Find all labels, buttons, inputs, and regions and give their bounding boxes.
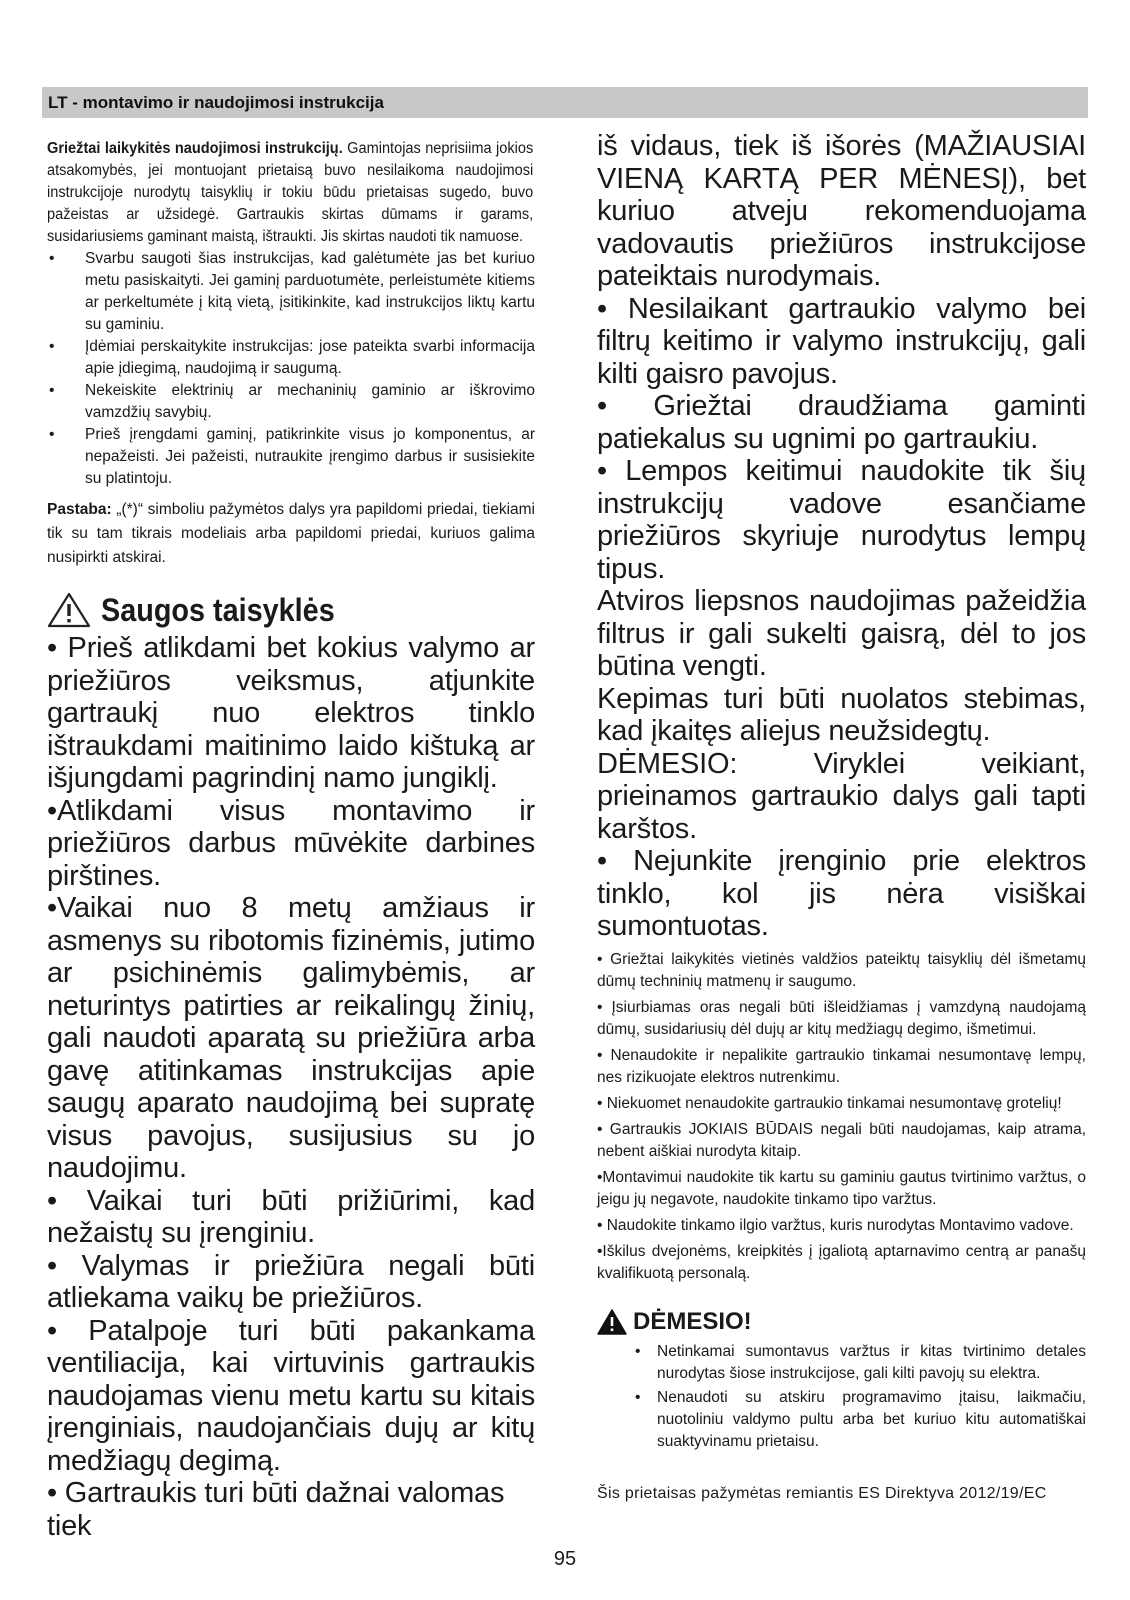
note-label: Pastaba: [47, 501, 112, 518]
left-column [47, 138, 535, 1542]
warning-title: DĖMESIO! [633, 1307, 752, 1335]
warning-heading [597, 1307, 1086, 1337]
right-column [597, 130, 1086, 1505]
safety-rule: • Griežtai draudžiama gaminti patiekalus su ugnimi po gartraukiu. [597, 390, 1086, 455]
safety-rule: Kepimas turi būti nuolatos stebimas, kad įkaitęs aliejus neužsidegtų. [597, 682, 1086, 747]
small-rule: • Nenaudokite ir nepalikite gartraukio tinkamai nesumontavę lempų, nes rizikuojate elektros nutrenkimu. [597, 1046, 1086, 1086]
safety-rule: DĖMESIO: Viryklei veikiant, prieinamos gartraukio dalys gali tapti karštos. [597, 747, 1086, 845]
safety-rule: Atviros liepsnos naudojimas pažeidžia filtrus ir gali sukelti gaisrą, dėl to jos būtina vengti. [597, 585, 1086, 682]
safety-rule: • Lempos keitimui naudokite tik šių instrukcijų vadove esančiame priežiūros skyriuje nurodytus lempų tipus. [597, 455, 1086, 585]
page-number: 95 [553, 1548, 577, 1570]
safety-title: Saugos taisyklės [101, 592, 335, 628]
list-item: • Netinkamai sumontavus varžtus ir kitas tvirtinimo detales nurodytas šiose instrukcijose, gali kilti pavojų su elektra. [597, 1341, 1086, 1385]
small-rule: • Griežtai laikykitės vietinės valdžios pateiktų taisyklių dėl išmetamų dūmų techninių matmenų ir saugumo. [597, 950, 1086, 990]
small-safety-rules [597, 949, 1086, 1285]
list-item: • Svarbu saugoti šias instrukcijas, kad galėtumėte jas bet kuriuo metu pasiskaityti. Jei gaminį parduotumėte, perleistumėte kitiems ar perkeltumėte į kitą vietą, įsitikinkite, kad instrukcijos liktų kartu su gaminiu. [47, 248, 535, 336]
note-paragraph [47, 498, 535, 570]
small-rule: •Montavimui naudokite tik kartu su gaminiu gautus tvirtinimo varžtus, o jeigu jų negavote, naudokite tinkamo tipo varžtus. [597, 1168, 1086, 1208]
small-rule: • Gartraukis JOKIAIS BŪDAIS negali būti naudojamas, kaip atrama, nebent aiškiai nurodyta kitaip. [597, 1120, 1086, 1160]
list-item: • Įdėmiai perskaitykite instrukcijas: jose pateikta svarbi informacija apie įdiegimą, naudojimą ir saugumą. [47, 336, 535, 380]
list-item: • Prieš įrengdami gaminį, patikrinkite visus jo komponentus, ar nepažeisti. Jei pažeisti, nutraukite įrengimo darbus ir susisiekite su platintoju. [47, 424, 535, 490]
small-rule: • Naudokite tinkamo ilgio varžtus, kuris nurodytas Montavimo vadove. [597, 1216, 1074, 1234]
safety-rule: • Vaikai turi būti prižiūrimi, kad nežaistų su įrenginiu. [47, 1184, 535, 1249]
note-symbol: „(*)“ [111, 501, 148, 518]
safety-rule: iš vidaus, tiek iš išorės (MAŽIAUSIAI VIENĄ KARTĄ PER MĖNESĮ), bet kuriuo atveju rekomenduojama vadovautis priežiūros instrukcijose pateiktais nurodymais. [597, 130, 1086, 292]
warning-triangle-filled-icon [597, 1309, 627, 1335]
list-item: • Nekeiskite elektrinių ar mechaninių gaminio ar iškrovimo vamzdžių savybių. [47, 380, 535, 424]
safety-rule: • Patalpoje turi būti pakankama ventiliacija, kai virtuvinis gartraukis naudojamas vienu metu kartu su kitais įrenginiais, naudojančiais dujų ar kitų medžiagų degimą. [47, 1314, 535, 1477]
list-item: • Nenaudoti su atskiru programavimo įtaisu, laikmačiu, nuotoliniu valdymo pultu arba bet kuriuo kitu automatiškai suaktyvinamu prietaisu. [597, 1387, 1086, 1453]
warning-triangle-icon [47, 592, 91, 628]
safety-rule: • Valymas ir priežiūra negali būti atliekama vaikų be priežiūros. [47, 1249, 535, 1314]
directive-note: Šis prietaisas pažymėtas remiantis ES Direktyva 2012/19/EC [597, 1484, 1047, 1502]
warning-list [597, 1341, 1086, 1453]
small-rule: • Niekuomet nenaudokite gartraukio tinkamai nesumontavę grotelių! [597, 1094, 1062, 1112]
small-rule: •Iškilus dvejonėms, kreipkitės į įgaliotą aptarnavimo centrą ar panašų kvalifikuotą personalą. [597, 1242, 1086, 1282]
intro-bullet-list [47, 248, 535, 490]
safety-rule: • Nesilaikant gartraukio valymo bei filtrų keitimo ir valymo instrukcijų, gali kilti gaisro pavojus. [597, 292, 1086, 390]
safety-rule: • Prieš atlikdami bet kokius valymo ar priežiūros veiksmus, atjunkite gartraukį nuo elektros tinklo ištraukdami maitinimo laido kištuką ar išjungdami pagrindinį namo jungiklį. [47, 632, 535, 794]
safety-heading [47, 590, 535, 630]
safety-rules [47, 632, 535, 1542]
safety-rule: • Gartraukis turi būti dažnai valomas tiek [47, 1477, 505, 1542]
safety-rule: •Vaikai nuo 8 metų amžiaus ir asmenys su ribotomis fizinėmis, jutimo ar psichinėmis galimybėmis, ar neturintys patirties ar reikalingų žinių, gali naudoti aparatą su priežiūra arba gavę atitinkamas instrukcijas apie saugų aparato naudojimą bei supratę visus pavojus, susijusius su jo naudojimu. [47, 892, 535, 1184]
safety-rules-continued [597, 130, 1086, 943]
note-text: simboliu pažymėtos dalys yra papildomi priedai, tiekiami tik su tam tikrais modeliais arba papildomi priedai, kuriuos galima nusipirkti atskirai. [47, 501, 535, 566]
small-rule: • Įsiurbiamas oras negali būti išleidžiamas į vamzdyną naudojamą dūmų, susidariusių dėl dujų ar kitų medžiagų degimo, išmetimui. [597, 998, 1086, 1038]
intro-paragraph [47, 138, 533, 248]
section-header-title: LT - montavimo ir naudojimosi instrukcija [48, 93, 384, 112]
intro-lead-bold: Griežtai laikykitės naudojimosi instrukcijų. [47, 140, 343, 157]
intro-lead-text: Gamintojas neprisiima jokios atsakomybės, jei montuojant prietaisą buvo nesilaikoma naudojimosi instrukcijoje nurodytų taisyklių ir tokiu būdu prietaisas sugedo, buvo pažeistas ar užsidegė. Gartraukis skirtas dūmams ir garams, susidariusiems gaminant maistą, ištraukti. Jis skirtas naudoti tik namuose. [47, 140, 534, 245]
safety-rule: • Nejunkite įrenginio prie elektros tinklo, kol jis nėra visiškai sumontuotas. [597, 845, 1086, 942]
safety-rule: •Atlikdami visus montavimo ir priežiūros darbus mūvėkite darbines pirštines. [47, 794, 535, 892]
section-header-bar [42, 87, 1088, 118]
